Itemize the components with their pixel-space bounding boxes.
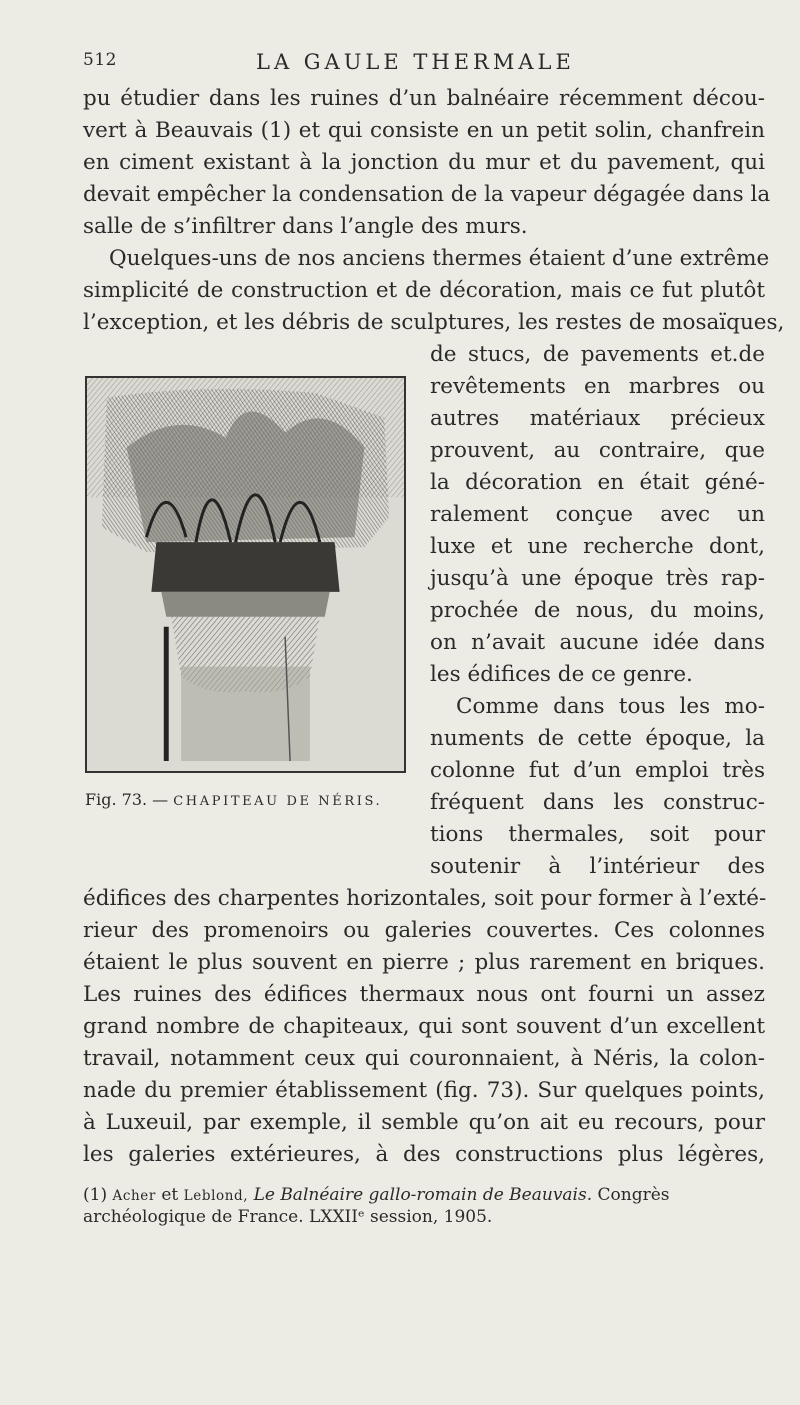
figure-caption: [85, 790, 382, 809]
footnote-author: Leblond,: [183, 1188, 249, 1204]
text-line: en ciment existant à la jonction du mur et du pavement, qui: [83, 150, 765, 175]
text-line: colonne fut d’un emploi très: [430, 758, 765, 783]
text-line: salle de s’infiltrer dans l’angle des murs.: [83, 214, 528, 239]
figure-capital-neris: [85, 376, 406, 773]
text-line: grand nombre de chapiteaux, qui sont souvent d’un excellent: [83, 1014, 765, 1039]
text-line: les édifices de ce genre.: [430, 662, 693, 687]
text-line: l’exception, et les débris de sculptures, les restes de mosaïques,: [83, 310, 785, 335]
running-head: LA GAULE THERMALE: [256, 50, 575, 74]
text-line: la décoration en était géné-: [430, 470, 765, 495]
text-line: luxe et une recherche dont,: [430, 534, 765, 559]
text-line: devait empêcher la condensation de la vapeur dégagée dans la: [83, 182, 771, 207]
text-line: Quelques-uns de nos anciens thermes étaient d’une extrême: [109, 246, 770, 271]
text-line: Comme dans tous les mo-: [456, 694, 765, 719]
footnote-line: archéologique de France. LXXIIᵉ session, 1905.: [83, 1207, 493, 1227]
text-line: on n’avait aucune idée dans: [430, 630, 765, 655]
figure-caption-title: CHAPITEAU DE NÉRIS.: [173, 794, 383, 809]
text-line: soutenir à l’intérieur des: [430, 854, 765, 879]
footnote-marker: (1): [83, 1185, 108, 1205]
text-line: ralement conçue avec un: [430, 502, 765, 527]
text-line: Les ruines des édifices thermaux nous ont fourni un assez: [83, 982, 765, 1007]
text-line: édifices des charpentes horizontales, soit pour former à l’exté-: [83, 886, 767, 911]
text-line: à Luxeuil, par exemple, il semble qu’on ait eu recours, pour: [83, 1110, 765, 1135]
footnote-text: Congrès: [597, 1185, 670, 1205]
capital-illustration: [87, 378, 404, 771]
text-line: prochée de nous, du moins,: [430, 598, 765, 623]
text-line: les galeries extérieures, à des constructions plus légères,: [83, 1142, 765, 1167]
text-line: numents de cette époque, la: [430, 726, 765, 751]
text-line: autres matériaux précieux: [430, 406, 765, 431]
text-line: tions thermales, soit pour: [430, 822, 765, 847]
text-line: étaient le plus souvent en pierre ; plus rarement en briques.: [83, 950, 765, 975]
text-line: vert à Beauvais (1) et qui consiste en un petit solin, chanfrein: [83, 118, 765, 143]
footnote-title: Le Balnéaire gallo-romain de Beauvais.: [253, 1185, 593, 1205]
text-line: de stucs, de pavements et.de: [430, 342, 765, 367]
text-line: travail, notamment ceux qui couronnaient, à Néris, la colon-: [83, 1046, 765, 1071]
page-number: 512: [83, 50, 117, 70]
text-line: revêtements en marbres ou: [430, 374, 765, 399]
text-line: fréquent dans les construc-: [430, 790, 765, 815]
text-line: rieur des promenoirs ou galeries couvertes. Ces colonnes: [83, 918, 765, 943]
text-line: simplicité de construction et de décoration, mais ce fut plutôt: [83, 278, 765, 303]
text-line: pu étudier dans les ruines d’un balnéaire récemment décou-: [83, 86, 765, 111]
figure-caption-number: Fig. 73. —: [85, 790, 169, 809]
text-line: nade du premier établissement (fig. 73). Sur quelques points,: [83, 1078, 765, 1103]
text-line: prouvent, au contraire, que: [430, 438, 765, 463]
text-line: jusqu’à une époque très rap-: [430, 566, 765, 591]
footnote-author: Acher: [112, 1188, 156, 1204]
footnote-line: [83, 1184, 670, 1207]
footnote-conjunction: et: [161, 1185, 179, 1205]
